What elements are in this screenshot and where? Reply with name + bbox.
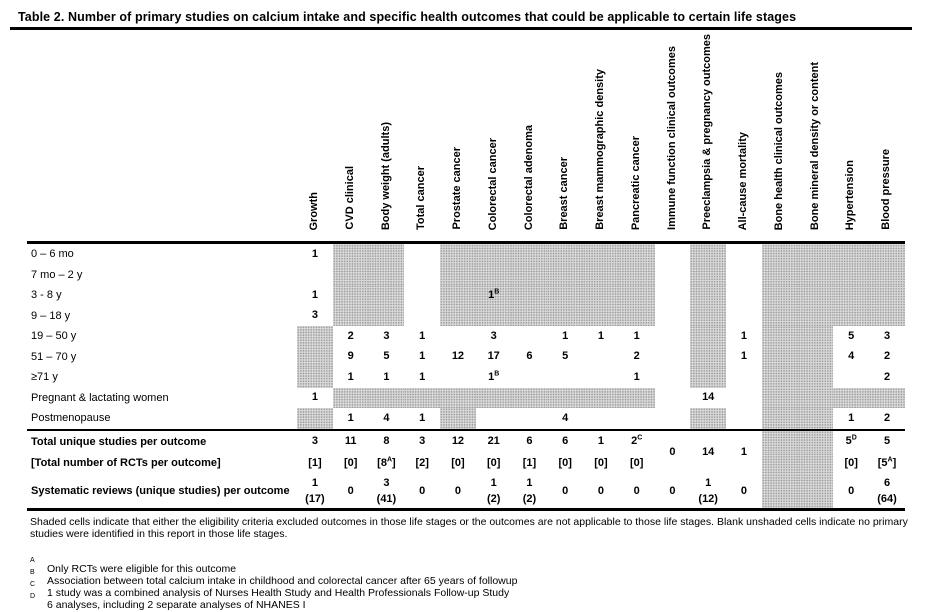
table-row-stage-3 [27, 306, 905, 327]
data-cell [476, 306, 512, 327]
data-cell [583, 265, 619, 286]
data-cell [547, 388, 583, 409]
data-cell [369, 285, 405, 306]
table-body [27, 243, 905, 510]
data-cell: 1 [633, 329, 640, 342]
data-cell: 12 [451, 350, 465, 363]
data-cell [619, 265, 655, 286]
row-label: 3 - 8 y [31, 289, 62, 302]
data-cell [547, 265, 583, 286]
corner-cell [27, 30, 297, 243]
data-cell [869, 285, 905, 306]
data-cell: 4 [848, 350, 855, 363]
column-header [333, 30, 369, 243]
column-header [690, 30, 726, 243]
data-cell [547, 306, 583, 327]
data-cell [512, 367, 548, 388]
data-cell: 1 [311, 391, 318, 404]
data-cell [869, 265, 905, 286]
table-row-summary-2 [27, 474, 905, 510]
data-cell: 1 [383, 370, 390, 383]
data-cell [762, 285, 798, 306]
data-cell [512, 326, 548, 347]
data-cell: [0] [844, 456, 858, 469]
data-cell: [0] [629, 456, 644, 469]
data-cell [583, 306, 619, 327]
column-header [619, 30, 655, 243]
data-cell: 1 [633, 370, 640, 383]
data-cell: 3 (41) [369, 474, 405, 510]
data-cell [726, 306, 762, 327]
footnote: B Association between total calcium intake in childhood and colorectal cancer after 65 years of followup [30, 568, 518, 587]
data-cell [655, 265, 691, 286]
data-cell: 14 [690, 430, 726, 453]
data-cell [369, 306, 405, 327]
data-cell [440, 306, 476, 327]
superscript-marker: B [494, 370, 500, 378]
column-header [869, 30, 905, 243]
data-cell [762, 347, 798, 368]
data-cell [762, 243, 798, 265]
data-cell [297, 408, 333, 430]
data-cell [583, 367, 619, 388]
data-cell: 1 [726, 430, 762, 453]
data-cell [798, 453, 834, 474]
footnote-text: 1 study was a combined analysis of Nurses Health Study and Health Professionals Follow-up Study [47, 586, 510, 599]
row-label: 0 – 6 mo [31, 248, 74, 261]
column-header-label: Bone mineral density or content [808, 61, 821, 230]
data-cell [333, 388, 369, 409]
data-cell [798, 430, 834, 453]
superscript-marker: D [851, 434, 857, 442]
data-cell: 21 [476, 430, 512, 453]
data-cell: [0] [594, 456, 608, 469]
data-cell [655, 388, 691, 409]
studies-table [27, 30, 905, 511]
data-cell [583, 408, 619, 430]
data-cell [690, 265, 726, 286]
data-cell [869, 388, 905, 409]
data-cell: 3 [883, 329, 891, 342]
data-cell [476, 408, 512, 430]
data-cell [690, 306, 726, 327]
column-header [726, 30, 762, 243]
data-cell [512, 306, 548, 327]
column-header-label: Colorectal cancer [486, 137, 499, 230]
data-cell [726, 243, 762, 265]
row-label: ≥71 y [31, 371, 58, 384]
data-cell: 17 [487, 350, 500, 363]
data-cell: 0 [655, 430, 691, 453]
data-cell [369, 388, 405, 409]
data-cell: 0 [547, 474, 583, 510]
data-cell [690, 408, 726, 430]
data-cell [583, 243, 619, 265]
data-cell [798, 326, 834, 347]
document-page [0, 9, 947, 612]
data-cell: 2 [347, 329, 354, 342]
data-cell: 4 [562, 411, 569, 424]
table-row-summary-1 [27, 453, 905, 474]
data-cell: 3 [490, 329, 497, 342]
data-cell [690, 285, 726, 306]
column-header [798, 30, 834, 243]
column-header [762, 30, 798, 243]
data-cell [726, 408, 762, 430]
data-cell: 1 [311, 247, 318, 260]
data-cell: $1^B$ [476, 285, 512, 306]
data-cell: 6 [512, 430, 548, 453]
data-cell [833, 367, 869, 388]
column-header-label: All-cause mortality [737, 131, 750, 230]
data-cell [440, 285, 476, 306]
data-cell: [0] [343, 456, 358, 469]
data-cell: 1 [419, 329, 426, 342]
data-cell: $1^B$ [488, 370, 500, 383]
data-cell: [1] [308, 456, 322, 469]
data-cell: $2^C$ [619, 430, 655, 453]
column-header-label: Blood pressure [880, 149, 893, 230]
data-cell [440, 326, 476, 347]
column-header [369, 30, 405, 243]
data-cell [690, 243, 726, 265]
row-label: Postmenopause [31, 412, 111, 425]
data-cell: 1 (2) [512, 474, 548, 510]
data-cell: 5 [848, 329, 855, 342]
row-label: [Total number of RCTs per outcome] [31, 457, 221, 469]
data-cell: 9 [347, 350, 354, 363]
data-cell [762, 265, 798, 286]
data-cell [583, 347, 619, 368]
data-cell: 0 [619, 474, 655, 510]
column-header-label: Colorectal adenoma [522, 124, 535, 230]
row-label: 51 – 70 y [31, 350, 77, 363]
data-cell: 1 [740, 350, 747, 363]
data-cell [333, 265, 369, 286]
data-cell [619, 243, 655, 265]
table-row-stage-7 [27, 388, 905, 409]
data-cell [833, 388, 869, 409]
superscript-marker: C [637, 434, 643, 442]
data-cell [369, 265, 405, 286]
data-cell [476, 388, 512, 409]
data-cell [762, 367, 798, 388]
row-label: 7 mo – 2 y [31, 268, 83, 281]
data-cell [869, 243, 905, 265]
data-cell: 3 [311, 309, 318, 322]
data-cell [762, 306, 798, 327]
table-row-stage-4 [27, 326, 905, 347]
data-cell [512, 265, 548, 286]
data-cell: 0 [583, 474, 619, 510]
data-cell: 3 [404, 430, 440, 453]
table-row-stage-0 [27, 243, 905, 265]
data-cell [690, 347, 726, 368]
data-cell: 14 [702, 391, 715, 404]
data-cell: [0] [486, 456, 501, 469]
data-cell: 1 [848, 411, 855, 424]
data-cell [297, 265, 333, 286]
superscript-marker: B [494, 288, 500, 296]
data-cell [655, 347, 691, 368]
column-header [404, 30, 440, 243]
data-cell [512, 243, 548, 265]
data-cell: 12 [440, 430, 476, 453]
column-header [297, 30, 333, 243]
data-cell: 11 [333, 430, 369, 453]
data-cell [297, 326, 333, 347]
table-title-underline [10, 9, 912, 30]
data-cell [798, 388, 834, 409]
data-cell [798, 243, 834, 265]
column-header-label: Immune function clinical outcomes [665, 46, 678, 230]
column-header-label: Total cancer [415, 166, 428, 230]
data-cell [476, 265, 512, 286]
superscript-marker: A [386, 455, 393, 463]
data-cell [547, 285, 583, 306]
data-cell: $[5^A]$ [877, 455, 897, 469]
column-header [476, 30, 512, 243]
data-cell [762, 326, 798, 347]
data-cell [440, 243, 476, 265]
data-cell [762, 388, 798, 409]
data-cell [762, 453, 798, 474]
data-cell [440, 408, 476, 430]
data-cell [547, 243, 583, 265]
data-cell [762, 474, 798, 510]
data-cell [833, 306, 869, 327]
data-cell [726, 265, 762, 286]
data-cell: [0] [558, 456, 572, 469]
row-label: 9 – 18 y [31, 309, 71, 322]
data-cell: 1 [311, 288, 318, 301]
data-cell [690, 367, 726, 388]
data-cell [404, 388, 440, 409]
table-row-stage-2 [27, 285, 905, 306]
data-cell [798, 367, 834, 388]
column-header-label: Hypertension [844, 159, 857, 230]
table-row-stage-1 [27, 265, 905, 286]
column-header [440, 30, 476, 243]
column-header-label: Breast cancer [558, 157, 571, 230]
data-cell: 4 [383, 411, 390, 424]
data-cell [619, 408, 655, 430]
data-cell [869, 306, 905, 327]
data-cell: 1 [583, 430, 619, 453]
data-cell [655, 243, 691, 265]
data-cell: 6 (64) [869, 474, 905, 510]
data-cell: 1 [562, 329, 569, 342]
data-cell [762, 430, 798, 453]
footnote-text: Only RCTs were eligible for this outcome [47, 562, 237, 575]
footnote-text: 6 analyses, including 2 separate analyses of NHANES I [47, 598, 306, 611]
column-header-label: Body weight (adults) [379, 121, 392, 230]
data-cell: 2 [633, 350, 640, 363]
data-cell: $[8^A]$ [377, 455, 396, 469]
data-cell [655, 285, 691, 306]
data-cell: 1 (12) [690, 474, 726, 510]
table-row-summary-0 [27, 430, 905, 453]
column-header [833, 30, 869, 243]
data-cell: 0 [440, 474, 476, 510]
data-cell [619, 306, 655, 327]
data-cell: 2 [883, 350, 891, 363]
table-header [27, 30, 905, 243]
column-header-label: CVD clinical [343, 166, 356, 230]
header-row [27, 30, 905, 243]
column-header-label: Bone health clinical outcomes [772, 71, 785, 230]
data-cell [833, 285, 869, 306]
column-header [547, 30, 583, 243]
data-cell: 1 [347, 370, 354, 383]
data-cell [404, 285, 440, 306]
data-cell [655, 367, 691, 388]
data-cell: 2 [883, 411, 891, 424]
data-cell [440, 265, 476, 286]
data-cell [440, 388, 476, 409]
data-cell: 1 [419, 350, 426, 363]
footnote: D 6 analyses, including 2 separate analyses of NHANES I [30, 592, 306, 611]
data-cell [512, 285, 548, 306]
row-label: Systematic reviews (unique studies) per outcome [27, 474, 297, 510]
data-cell [404, 265, 440, 286]
data-cell: 8 [369, 430, 405, 453]
data-cell: 0 [404, 474, 440, 510]
data-cell [655, 326, 691, 347]
data-cell: 1 (2) [476, 474, 512, 510]
footnote-text: Association between total calcium intake in childhood and colorectal cancer after 65 years of followup [47, 574, 518, 587]
data-cell [833, 243, 869, 265]
data-cell: $5^D$ [833, 430, 869, 453]
column-header-label: Breast mammographic density [594, 69, 607, 230]
data-cell: 6 [547, 430, 583, 453]
row-label: 19 – 50 y [31, 330, 77, 343]
data-cell [833, 265, 869, 286]
data-cell [512, 408, 548, 430]
column-header-label: Prostate cancer [451, 147, 464, 230]
data-cell: 0 [333, 474, 369, 510]
data-cell [798, 347, 834, 368]
data-cell: 6 [526, 350, 533, 363]
data-cell [619, 285, 655, 306]
data-cell [798, 474, 834, 510]
data-cell [798, 306, 834, 327]
data-cell: 0 [833, 474, 869, 510]
data-cell [297, 367, 333, 388]
row-label: Pregnant & lactating women [31, 391, 169, 404]
data-cell [440, 367, 476, 388]
column-header [655, 30, 691, 243]
table-row-stage-8 [27, 408, 905, 430]
footnote: C 1 study was a combined analysis of Nurses Health Study and Health Professionals Follow-up Study [30, 580, 510, 599]
data-cell: 3 [297, 430, 333, 453]
data-cell: 1 [740, 329, 747, 342]
column-header-label: Preeclampsia & pregnancy outcomes [701, 34, 714, 230]
data-cell: [1] [522, 456, 537, 469]
row-label: Total unique studies per outcome [27, 430, 297, 453]
data-cell [512, 388, 548, 409]
data-cell [619, 388, 655, 409]
data-cell [583, 285, 619, 306]
data-cell: [0] [451, 456, 465, 469]
superscript-marker: A [887, 455, 893, 463]
data-cell: 1 [597, 329, 604, 342]
data-cell: 1 [419, 370, 426, 383]
data-cell: 0 [655, 474, 691, 510]
data-cell [404, 306, 440, 327]
data-cell [762, 408, 798, 430]
data-cell [547, 367, 583, 388]
data-cell [333, 243, 369, 265]
data-cell: 3 [383, 329, 390, 342]
data-cell: 5 [383, 350, 390, 363]
data-cell [333, 285, 369, 306]
data-cell [726, 367, 762, 388]
footnote: A Only RCTs were eligible for this outcome [30, 556, 237, 575]
data-cell [369, 243, 405, 265]
footnotes [30, 556, 947, 611]
data-cell [583, 388, 619, 409]
data-cell [798, 408, 834, 430]
data-cell: 5 [869, 430, 905, 453]
column-header-label: Growth [308, 191, 321, 230]
data-cell: 1 [419, 411, 426, 424]
data-cell: 5 [562, 350, 569, 363]
data-cell: 2 [883, 370, 891, 383]
data-cell [655, 408, 691, 430]
shading-note: Shaded cells indicate that either the eligibility criteria excluded outcomes in those life stages or the outcomes are not applicable to those life stages. Blank unshaded cells indicate no primary studies were identified in this report in those life stages. [30, 515, 908, 540]
data-cell [297, 347, 333, 368]
table-row-stage-6 [27, 367, 905, 388]
data-cell [726, 388, 762, 409]
data-cell [476, 243, 512, 265]
table-row-stage-5 [27, 347, 905, 368]
column-header [512, 30, 548, 243]
data-cell: 0 [726, 474, 762, 510]
data-cell: 1 [347, 411, 354, 424]
data-cell [798, 265, 834, 286]
data-cell: [2] [415, 456, 429, 469]
data-cell [798, 285, 834, 306]
data-cell [726, 285, 762, 306]
data-cell [404, 243, 440, 265]
data-cell [655, 306, 691, 327]
column-header-label: Pancreatic cancer [629, 135, 642, 230]
table-title: Table 2. Number of primary studies on calcium intake and specific health outcomes that could be applicable to certain life stages [18, 10, 797, 24]
data-cell [333, 306, 369, 327]
data-cell [690, 326, 726, 347]
data-cell: 1 (17) [297, 474, 333, 510]
column-header [583, 30, 619, 243]
